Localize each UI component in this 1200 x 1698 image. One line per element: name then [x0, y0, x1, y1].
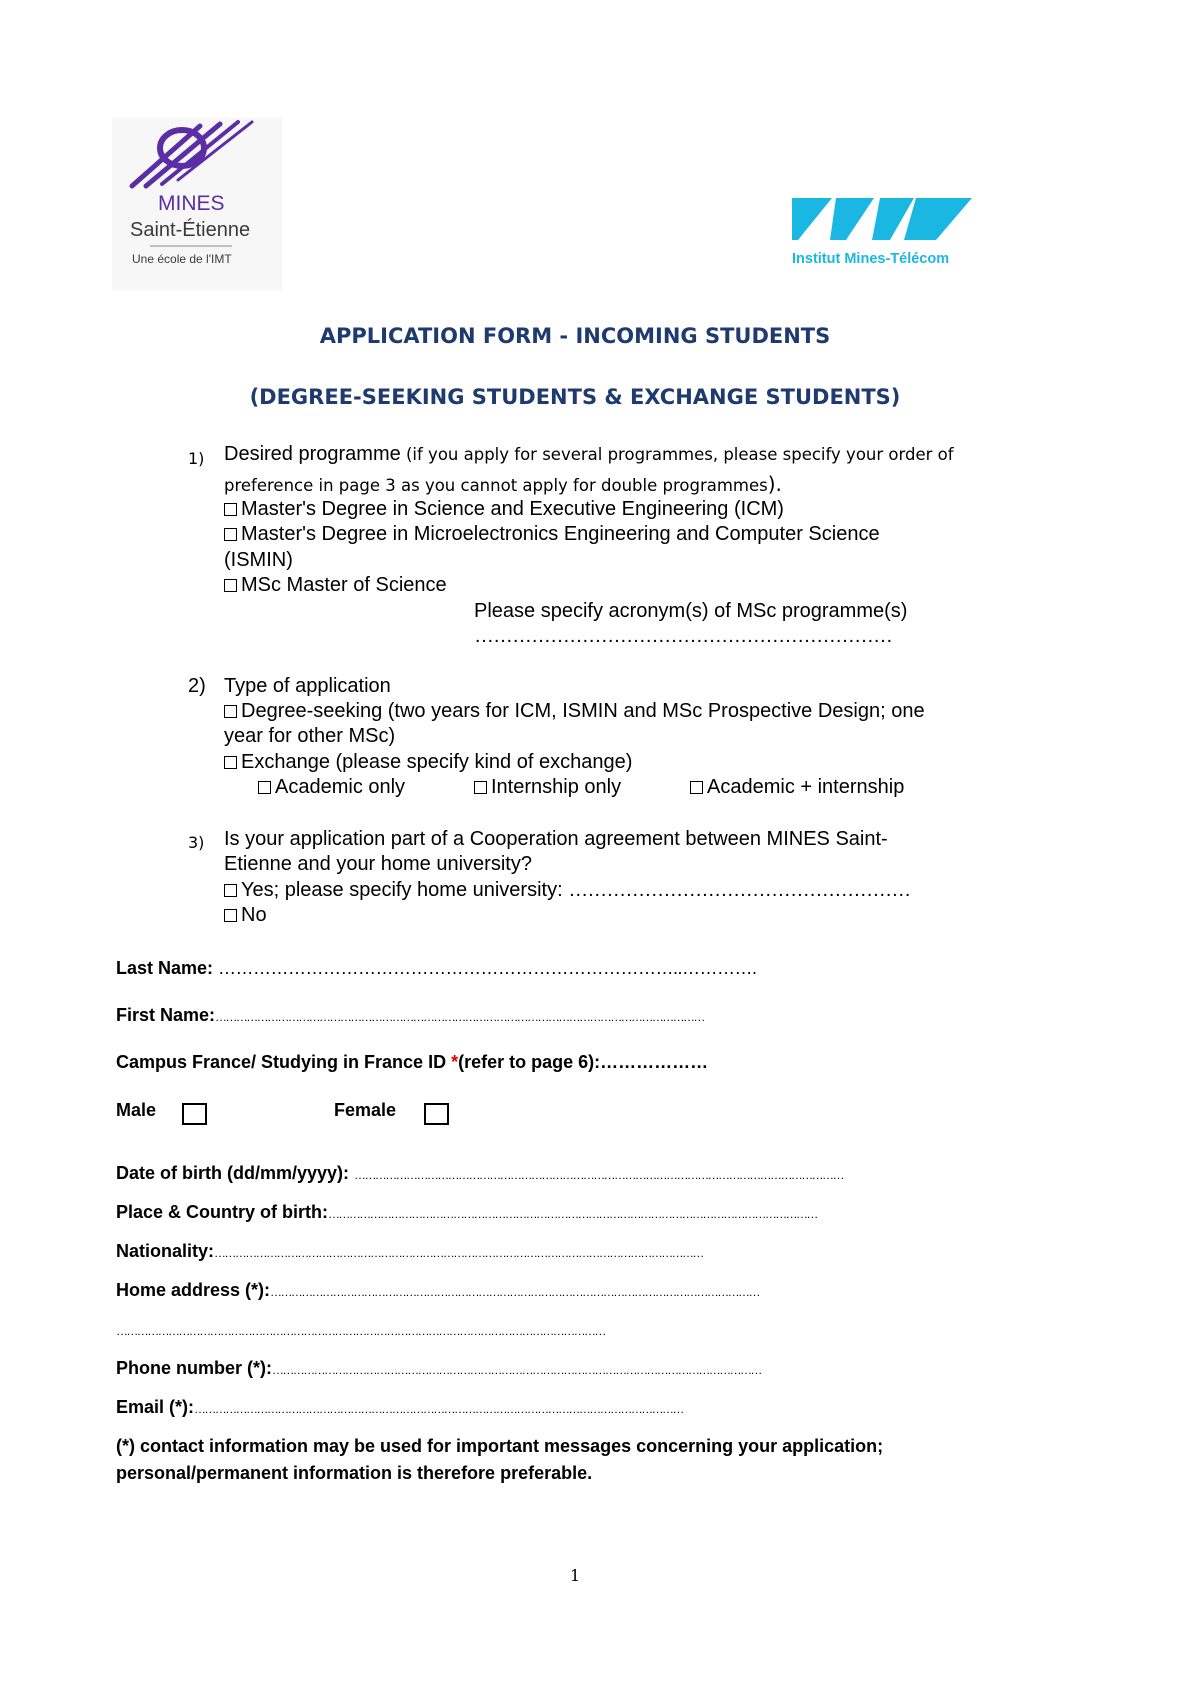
option-academic-only-label: Academic only — [275, 776, 406, 798]
checkbox-no[interactable] — [224, 909, 237, 922]
option-exchange[interactable] — [224, 749, 632, 775]
pob-row — [116, 1202, 978, 1223]
checkbox-academic-internship[interactable] — [690, 781, 703, 794]
option-ismin-label: Master's Degree in Microelectronics Engineering and Computer Science — [241, 523, 880, 545]
checkbox-exchange[interactable] — [224, 756, 237, 769]
nationality-label: Nationality: — [116, 1241, 215, 1261]
page-number: 1 — [570, 1566, 581, 1585]
pob-label: Place & Country of birth: — [116, 1202, 329, 1222]
question-1-note-c: ). — [767, 472, 782, 496]
option-internship-only[interactable] — [474, 774, 621, 800]
option-icm[interactable] — [224, 496, 784, 522]
question-1-title: Desired programme — [224, 443, 401, 465]
question-1-note — [224, 471, 782, 497]
option-exchange-label: Exchange (please specify kind of exchange) — [241, 751, 633, 773]
campus-france-label: Campus France/ Studying in France ID — [116, 1052, 452, 1072]
campus-france-star: * — [451, 1052, 459, 1072]
option-degree-seeking-cont: year for other MSc) — [224, 725, 396, 747]
contact-note-line-2: personal/permanent information is therefore preferable. — [116, 1463, 593, 1483]
male-checkbox[interactable] — [182, 1103, 207, 1125]
checkbox-degree-seeking[interactable] — [224, 705, 237, 718]
option-ismin[interactable] — [224, 521, 880, 547]
checkbox-academic-only[interactable] — [258, 781, 271, 794]
home-address-field-2[interactable]: …………………………………………………………………………………………………………………………… — [116, 1324, 605, 1338]
option-icm-label: Master's Degree in Science and Executive Engineering (ICM) — [241, 498, 784, 520]
option-no[interactable] — [224, 902, 267, 928]
imt-logo — [786, 196, 976, 276]
msc-specify-label: Please specify acronym(s) of MSc programme(s) — [474, 600, 908, 622]
question-3-label-a: Is your application part of a Cooperation agreement between MINES Saint- — [224, 828, 888, 850]
option-degree-seeking[interactable] — [224, 698, 925, 724]
last-name-row — [116, 958, 978, 979]
last-name-field[interactable]: ……………………………………………………………………..…………. — [218, 958, 757, 978]
campus-france-ref: (refer to page 6): — [458, 1052, 601, 1072]
female-checkbox[interactable] — [424, 1103, 449, 1125]
question-1-note-a: (if you apply for several programmes, please specify your order of — [400, 445, 954, 464]
option-academic-internship-label: Academic + internship — [707, 776, 905, 798]
campus-france-row — [116, 1052, 708, 1073]
home-address-label: Home address (*): — [116, 1280, 271, 1300]
option-msc-label: MSc Master of Science — [241, 574, 447, 596]
option-degree-seeking-label: Degree-seeking (two years for ICM, ISMIN and MSc Prospective Design; one — [241, 700, 925, 722]
first-name-field[interactable]: …………………………………………………………………………………………………………………………… — [215, 1010, 704, 1024]
phone-field[interactable]: …………………………………………………………………………………………………………………………… — [272, 1363, 761, 1377]
option-ismin-cont: (ISMIN) — [224, 549, 293, 571]
option-yes[interactable] — [224, 877, 910, 903]
home-address-row — [116, 1280, 978, 1301]
logo-saint-etienne-text: Saint-Étienne — [130, 219, 251, 241]
campus-france-field[interactable]: ……………… — [600, 1052, 709, 1072]
nationality-field[interactable]: …………………………………………………………………………………………………………………………… — [214, 1246, 703, 1260]
last-name-label: Last Name: — [116, 958, 214, 978]
first-name-label: First Name: — [116, 1005, 216, 1025]
question-2-label: Type of application — [224, 675, 391, 697]
home-university-field[interactable]: ……………………………………………… — [568, 879, 911, 901]
home-address-row-2 — [116, 1319, 978, 1340]
option-academic-only[interactable] — [258, 774, 405, 800]
home-address-field[interactable]: …………………………………………………………………………………………………………………………… — [270, 1285, 759, 1299]
checkbox-icm[interactable] — [224, 503, 237, 516]
checkbox-msc[interactable] — [224, 579, 237, 592]
option-msc[interactable] — [224, 572, 447, 598]
option-no-label: No — [241, 904, 267, 926]
mines-saint-etienne-logo — [112, 118, 282, 290]
option-yes-label: Yes; please specify home university: — [241, 879, 563, 901]
question-3-number: 3) — [188, 833, 205, 852]
option-academic-internship[interactable] — [690, 774, 904, 800]
option-internship-only-label: Internship only — [491, 776, 622, 798]
email-field[interactable]: …………………………………………………………………………………………………………………………… — [194, 1402, 683, 1416]
dob-row — [116, 1163, 978, 1184]
page-title: APPLICATION FORM - INCOMING STUDENTS — [319, 324, 831, 348]
question-1-number: 1) — [188, 449, 205, 468]
question-2-number: 2) — [188, 675, 206, 697]
pob-field[interactable]: …………………………………………………………………………………………………………………………… — [328, 1207, 817, 1221]
msc-specify-field[interactable]: ………………………………………………………… — [474, 625, 892, 647]
female-label: Female — [334, 1100, 397, 1120]
checkbox-yes[interactable] — [224, 884, 237, 897]
dob-label: Date of birth (dd/mm/yyyy): — [116, 1163, 350, 1183]
nationality-row — [116, 1241, 978, 1262]
checkbox-ismin[interactable] — [224, 528, 237, 541]
contact-note-line-1: (*) contact information may be used for important messages concerning your application; — [116, 1436, 884, 1456]
question-3-label-b: Etienne and your home university? — [224, 853, 532, 875]
phone-label: Phone number (*): — [116, 1358, 272, 1378]
email-row — [116, 1397, 978, 1418]
question-1-note-b: preference in page 3 as you cannot apply for double programmes — [224, 476, 768, 495]
male-label: Male — [116, 1100, 157, 1120]
checkbox-internship-only[interactable] — [474, 781, 487, 794]
logo-imt-text: Institut Mines-Télécom — [792, 251, 950, 267]
question-1-label — [224, 441, 954, 468]
page-subtitle: (DEGREE-SEEKING STUDENTS & EXCHANGE STUDENTS) — [249, 385, 901, 409]
logo-mines-text: MINES — [158, 192, 225, 215]
phone-row — [116, 1358, 978, 1379]
logo-imt-tagline: Une école de l'IMT — [132, 252, 232, 266]
first-name-row — [116, 1005, 978, 1026]
dob-field[interactable]: …………………………………………………………………………………………………………………………… — [354, 1168, 843, 1182]
email-label: Email (*): — [116, 1397, 195, 1417]
